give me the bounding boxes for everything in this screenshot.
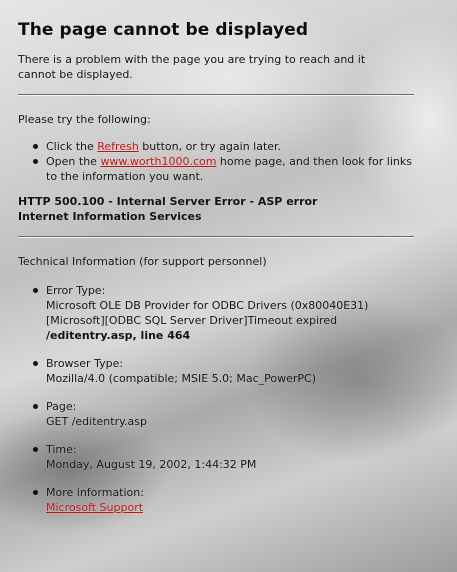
time-value: Monday, August 19, 2002, 1:44:32 PM [46, 458, 257, 471]
try-item-text: button, or try again later. [138, 140, 282, 153]
try-list [18, 139, 418, 184]
error-content [18, 20, 418, 528]
error-code-line: HTTP 500.100 - Internal Server Error - ASP error [18, 195, 318, 208]
page-label: Page: [46, 400, 77, 413]
try-item-refresh [18, 139, 418, 154]
try-item-text: Open the [46, 155, 101, 168]
try-heading: Please try the following: [18, 113, 151, 126]
page-title: The page cannot be displayed [18, 20, 309, 40]
browser-value: Mozilla/4.0 (compatible; MSIE 5.0; Mac_PowerPC) [46, 372, 316, 385]
microsoft-support-link[interactable]: Microsoft Support [46, 501, 144, 514]
error-type-value: Microsoft OLE DB Provider for ODBC Drivers (0x80040E31) [46, 299, 369, 312]
divider-top [18, 94, 414, 96]
tech-item-page [18, 399, 418, 429]
tech-heading: Technical Information (for support personnel) [18, 255, 267, 268]
more-info-label: More information: [46, 486, 144, 499]
tech-item-more-info [18, 485, 418, 515]
home-page-link[interactable]: www.worth1000.com [100, 155, 217, 168]
tech-item-error-type [18, 283, 418, 343]
server-name-line: Internet Information Services [18, 210, 202, 223]
browser-label: Browser Type: [46, 357, 124, 370]
refresh-link[interactable]: Refresh [97, 140, 139, 153]
tech-item-time [18, 442, 418, 472]
error-title [18, 194, 418, 224]
try-item-home [18, 154, 418, 184]
intro-text: There is a problem with the page you are trying to reach and it cannot be displayed. [18, 53, 366, 81]
try-item-text: home page, and then look for links to the information you want. [46, 155, 412, 183]
time-label: Time: [46, 443, 77, 456]
page-value: GET /editentry.asp [46, 415, 147, 428]
error-type-detail: [Microsoft][ODBC SQL Server Driver]Timeout expired [46, 314, 338, 327]
divider-bottom [18, 236, 414, 238]
tech-list [18, 283, 418, 515]
tech-item-browser [18, 356, 418, 386]
try-item-text: Click the [46, 140, 98, 153]
error-type-label: Error Type: [46, 284, 106, 297]
error-type-location: /editentry.asp, line 464 [46, 329, 191, 342]
